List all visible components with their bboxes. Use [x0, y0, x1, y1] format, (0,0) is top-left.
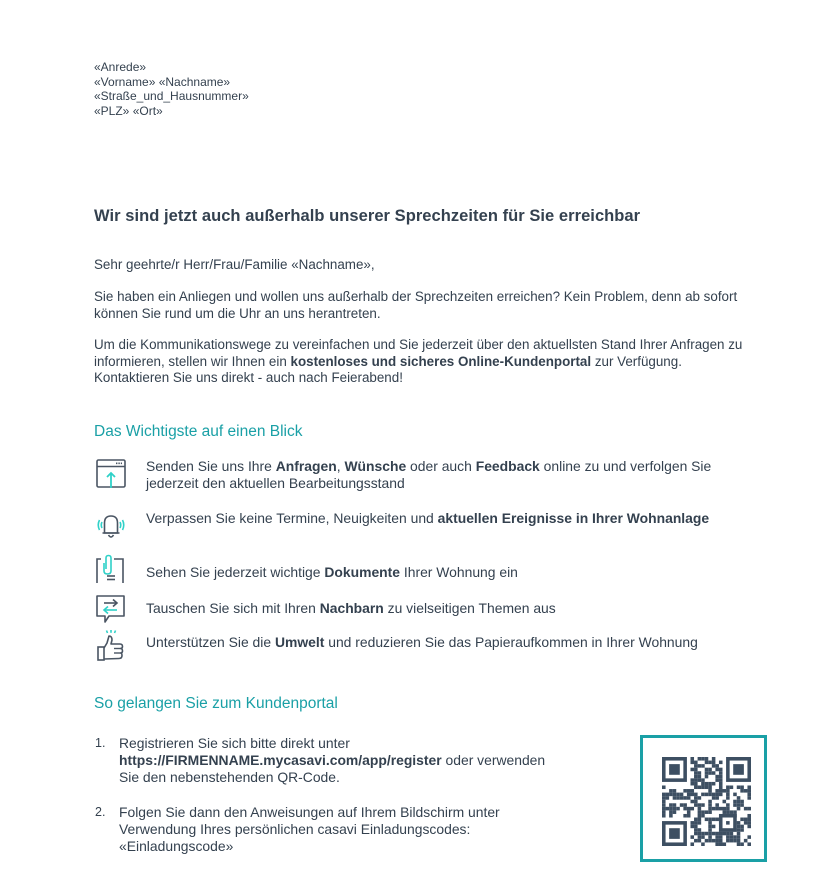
step-number: 2. — [95, 805, 106, 819]
bell-ringing-icon — [94, 510, 128, 544]
portal-text-bold: kostenloses und sicheres Online-Kundenportal — [290, 353, 592, 369]
chat-exchange-icon — [94, 592, 128, 626]
feature-text — [146, 600, 761, 617]
step-text: Folgen Sie dann den Anweisungen auf Ihrem Bildschirm unter Verwendung Ihres persönlichen casavi Einladungscodes: «Einladungscode» — [119, 804, 500, 854]
feature-keyword: Wünsche — [344, 458, 407, 474]
document-paperclip-icon — [94, 554, 128, 588]
browser-upload-icon — [94, 458, 128, 492]
feature-text-part: zu vielseitigen Themen aus — [383, 600, 556, 616]
feature-text — [146, 510, 761, 527]
feature-text — [146, 458, 761, 492]
howto-steps — [94, 735, 564, 855]
feature-text-part: online zu und verfolgen Sie jederzeit den aktuellen Bearbeitungsstand — [146, 458, 712, 491]
address-name: «Vorname» «Nachname» — [94, 74, 231, 89]
qr-code-icon — [662, 757, 751, 846]
feature-item — [94, 458, 764, 494]
howto-heading: So gelangen Sie zum Kundenportal — [94, 695, 338, 712]
feature-keyword: aktuellen Ereignisse in Ihrer Wohnanlage — [437, 510, 710, 526]
address-city: «PLZ» «Ort» — [94, 103, 163, 118]
address-salutation: «Anrede» — [94, 60, 147, 74]
thumbs-up-icon — [94, 630, 128, 664]
portal-text-before: Um die Kommunikationswege zu vereinfachen und Sie jederzeit über den aktuellsten Stand Ihrer Anfragen zu informieren, stellen wir Ihnen ein — [94, 337, 743, 369]
feature-keyword: Feedback — [475, 458, 540, 474]
feature-text-part: Unterstützen Sie die — [146, 634, 275, 650]
feature-text-part: Senden Sie uns Ihre — [146, 458, 276, 474]
feature-text — [146, 634, 761, 651]
feature-text-part: und reduzieren Sie das Papieraufkommen in Ihrer Wohnung — [324, 634, 698, 650]
recipient-address — [94, 60, 249, 118]
address-street: «Straße_und_Hausnummer» — [94, 89, 249, 103]
feature-keyword: Nachbarn — [319, 600, 384, 616]
feature-item — [94, 510, 764, 546]
feature-item — [94, 630, 764, 666]
feature-text-part: Verpassen Sie keine Termine, Neuigkeiten und — [146, 510, 438, 526]
step-text-before: Registrieren Sie sich bitte direkt unter — [119, 735, 350, 751]
feature-text-part: Ihrer Wohnung ein — [400, 564, 518, 580]
feature-keyword: Anfragen — [275, 458, 337, 474]
step-item — [94, 804, 564, 855]
feature-text-part: Sehen Sie jederzeit wichtige — [146, 564, 325, 580]
step-text-after: oder verwenden Sie den nebenstehenden QR-Code. — [119, 752, 546, 785]
feature-text — [146, 564, 761, 581]
feature-keyword: Umwelt — [274, 634, 325, 650]
feature-item — [94, 592, 764, 628]
intro-paragraph: Sie haben ein Anliegen und wollen uns außerhalb der Sprechzeiten erreichen? Kein Problem, denn ab sofort können Sie rund um die Uhr an uns herantreten. — [94, 289, 738, 321]
feature-item — [94, 554, 764, 590]
portal-paragraph — [94, 337, 754, 387]
highlights-heading: Das Wichtigste auf einen Blick — [94, 423, 303, 440]
feature-text-part: Tauschen Sie sich mit Ihren — [146, 600, 320, 616]
qr-code-frame — [640, 735, 767, 862]
letter-title: Wir sind jetzt auch außerhalb unserer Sprechzeiten für Sie erreichbar — [94, 207, 641, 225]
feature-text-part: oder auch — [406, 458, 476, 474]
feature-keyword: Dokumente — [324, 564, 401, 580]
salutation: Sehr geehrte/r Herr/Frau/Familie «Nachname», — [94, 257, 375, 272]
register-link[interactable]: https://FIRMENNAME.mycasavi.com/app/register — [119, 752, 442, 768]
feature-text-part: , — [336, 458, 345, 474]
portal-text-after: zur Verfügung. Kontaktieren Sie uns direkt - auch nach Feierabend! — [94, 353, 682, 385]
step-number: 1. — [95, 736, 106, 750]
step-item — [94, 735, 564, 786]
